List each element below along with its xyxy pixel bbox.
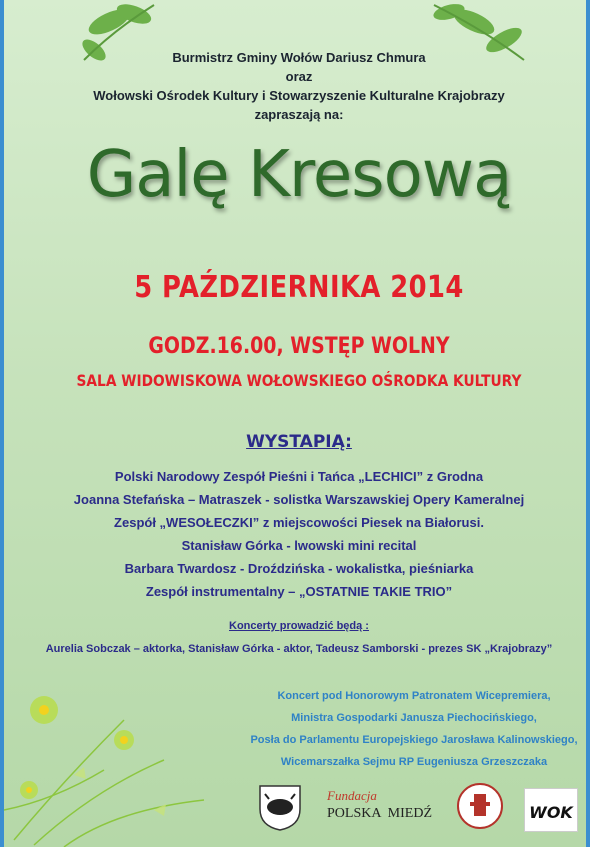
patronage-line: Ministra Gospodarki Janusza Piechocińskiego, <box>291 712 537 724</box>
performer-item: Barbara Twardosz - Droździńska - wokalistka, pieśniarka <box>124 561 474 576</box>
event-venue: SALA WIDOWISKOWA WOŁOWSKIEGO OŚRODKA KULTURY <box>76 371 522 390</box>
page-title: Galę Kresową <box>86 138 512 212</box>
flowers-decoration-icon <box>4 680 234 847</box>
patronage-text <box>234 685 590 773</box>
wok-label: WOK <box>529 803 573 822</box>
patronage-line: Wicemarszałka Sejmu RP Eugeniusza Grzeszczaka <box>280 756 548 768</box>
performer-item: Zespół instrumentalny – „OSTATNIE TAKIE TRIO” <box>145 584 453 599</box>
wok-logo <box>524 788 578 832</box>
fundacja-label: Fundacja <box>327 788 377 803</box>
patronage-line: Koncert pod Honorowym Patronatem Wicepremiera, <box>277 690 551 702</box>
wolow-coat-of-arms-icon <box>257 783 303 831</box>
hosts-text: Aurelia Sobczak – aktorka, Stanisław Górka - aktor, Tadeusz Samborski - prezes SK „Krajobrazy” <box>45 643 553 655</box>
intro-line-3: Wołowski Ośrodek Kultury i Stowarzyszenie Kulturalne Krajobrazy <box>93 88 505 103</box>
intro-line-1: Burmistrz Gminy Wołów Dariusz Chmura <box>172 50 426 65</box>
event-date: 5 PAŹDZIERNIKA 2014 <box>134 270 464 305</box>
intro-line-4: zapraszają na: <box>254 107 344 122</box>
event-hour: GODZ.16.00, WSTĘP WOLNY <box>148 334 450 359</box>
performer-item: Polski Narodowy Zespół Pieśni i Tańca „LECHICI” z Grodna <box>114 469 484 484</box>
fundacja-logo <box>319 788 449 828</box>
performer-item: Zespół „WESOŁECZKI” z miejscowości Piesek na Białorusi. <box>114 515 484 530</box>
performer-item: Stanisław Górka - lwowski mini recital <box>181 538 417 553</box>
intro-line-2: oraz <box>285 69 313 84</box>
hosts-heading: Koncerty prowadzić będą : <box>229 620 369 632</box>
performer-item: Joanna Stefańska – Matraszek - solistka Warszawskiej Opery Kameralnej <box>73 492 525 507</box>
performers-list <box>4 465 590 603</box>
krajobrazy-seal-icon <box>456 782 504 830</box>
patronage-line: Posła do Parlamentu Europejskiego Jarosława Kalinowskiego, <box>250 734 578 746</box>
performers-heading: WYSTAPIĄ: <box>246 432 352 452</box>
polska-miedz-label: POLSKA MIEDŹ <box>327 806 433 821</box>
